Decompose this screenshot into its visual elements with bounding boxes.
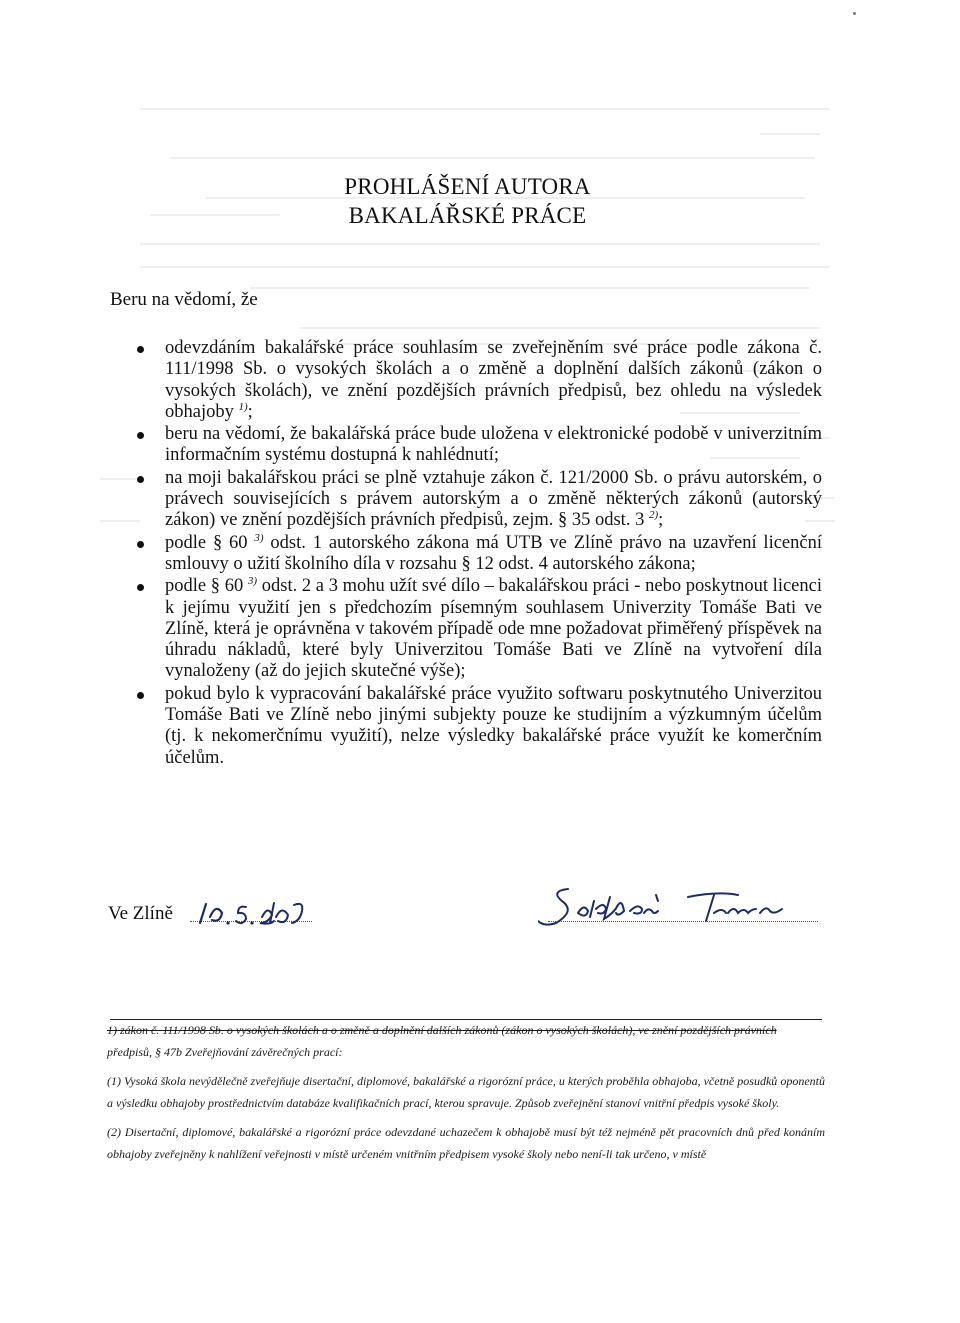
footnote-gap xyxy=(107,1063,825,1070)
list-item xyxy=(165,424,822,467)
footnote-1-header: 1) zákon č. 111/1998 Sb. o vysokých školách a o změně a doplnění dalších zákonů (zákon o vysokých školách), ve znění pozdějších právních xyxy=(107,1023,777,1037)
item-text-end: odst. 2 a 3 mohu užít své dílo – bakalářskou práci - nebo poskytnout licenci k jejímu využití jen s předchozím písemným souhlasem Univerzity Tomáše Bati ve Zlíně, která je oprávněna v takovém případě ode mne požadovat přiměřený příspěvek na úhradu nákladů, které byly Univerzitou Tomáše Bati ve Zlíně na vytvoření díla vynaloženy (až do jejich skutečné výše); xyxy=(165,576,822,682)
bullet-icon xyxy=(137,476,144,483)
item-text: na moji bakalářskou práci se plně vztahuje zákon č. 121/2000 Sb. o právu autorském, o právech souvisejících s právem autorským a o změně některých zákonů (autorský zákon) ve znění pozdějších právních předpisů, zejm. § 35 odst. 3 xyxy=(165,467,822,531)
list-item xyxy=(165,684,822,769)
signature-row xyxy=(108,895,828,935)
place-label: Ve Zlíně xyxy=(108,903,173,924)
footnote-ref: 3) xyxy=(247,575,258,588)
lead-sentence: Beru na vědomí, že xyxy=(110,289,258,310)
item-text-end: ; xyxy=(247,401,253,422)
item-text: podle § 60 xyxy=(165,576,248,597)
list-item xyxy=(165,338,822,423)
footnote-paragraph-2: (2) Disertační, diplomové, bakalářské a rigorózní práce odevzdané uchazečem k obhajobě musí být též nejméně pět pracovních dnů před konáním obhajoby zveřejněny k nahlížení veřejnosti v místě určeném vnitřním předpisem vysoké školy nebo není-li tak určeno, v místě xyxy=(107,1125,825,1161)
item-text: pokud bylo k vypracování bakalářské práce využito softwaru poskytnutého Univerzitou Tomáše Bati ve Zlíně nebo jinými subjekty pouze ke studijním a výzkumným účelům (tj. k nekomerčnímu využití), nelze výsledky bakalářské práce využít ke komerčním účelům. xyxy=(165,683,822,768)
footnote-paragraph-1: (1) Vysoká škola nevýdělečně zveřejňuje disertační, diplomové, bakalářské a rigorózní práce, u kterých proběhla obhajoba, včetně posudků oponentů a výsledku obhajoby prostřednictvím databáze kvalifikačních prací, kterou spravuje. Způsob zveřejnění stanoví vnitřní předpis vysoké školy. xyxy=(107,1074,825,1110)
list-item xyxy=(165,576,822,682)
item-text-end: ; xyxy=(658,510,664,531)
list-item xyxy=(165,468,822,532)
document-title-line1: PROHLÁŠENÍ AUTORA xyxy=(344,174,591,199)
bullet-icon xyxy=(137,541,144,548)
item-text: podle § 60 xyxy=(165,532,255,553)
item-text: beru na vědomí, že bakalářská práce bude uložena v elektronické podobě v univerzitním informačním systému dostupná k nahlédnutí; xyxy=(165,424,822,466)
footnote-gap xyxy=(107,1114,825,1121)
item-text: odevzdáním bakalářské práce souhlasím se zveřejněním své práce podle zákona č. 111/1998 Sb. o vysokých školách a o změně a doplnění dalších zákonů (zákon o vysokých školách), ve znění pozdějších právních předpisů, bez ohledu na výsledek obhajoby xyxy=(165,338,822,422)
footnote-ref: 1) xyxy=(238,400,248,413)
document-title-line2: BAKALÁŘSKÉ PRÁCE xyxy=(348,203,587,228)
declaration-list xyxy=(165,338,822,770)
handwritten-date xyxy=(190,895,320,929)
bullet-icon xyxy=(137,346,144,353)
list-item xyxy=(165,533,822,576)
footnote-ref: 2) xyxy=(648,509,659,522)
footnote-ref: 3) xyxy=(254,531,264,544)
bullet-icon xyxy=(137,692,144,699)
bullet-icon xyxy=(137,584,144,591)
footnotes xyxy=(107,1019,825,1165)
handwritten-signature xyxy=(538,883,838,933)
item-text-end: odst. 1 autorského zákona má UTB ve Zlíně právo na uzavření licenční smlouvy o užití školního díla v rozsahu § 12 odst. 4 autorského zákona; xyxy=(165,532,822,574)
footnote-1-continuation: předpisů, § 47b Zveřejňování závěrečných prací: xyxy=(107,1045,343,1059)
